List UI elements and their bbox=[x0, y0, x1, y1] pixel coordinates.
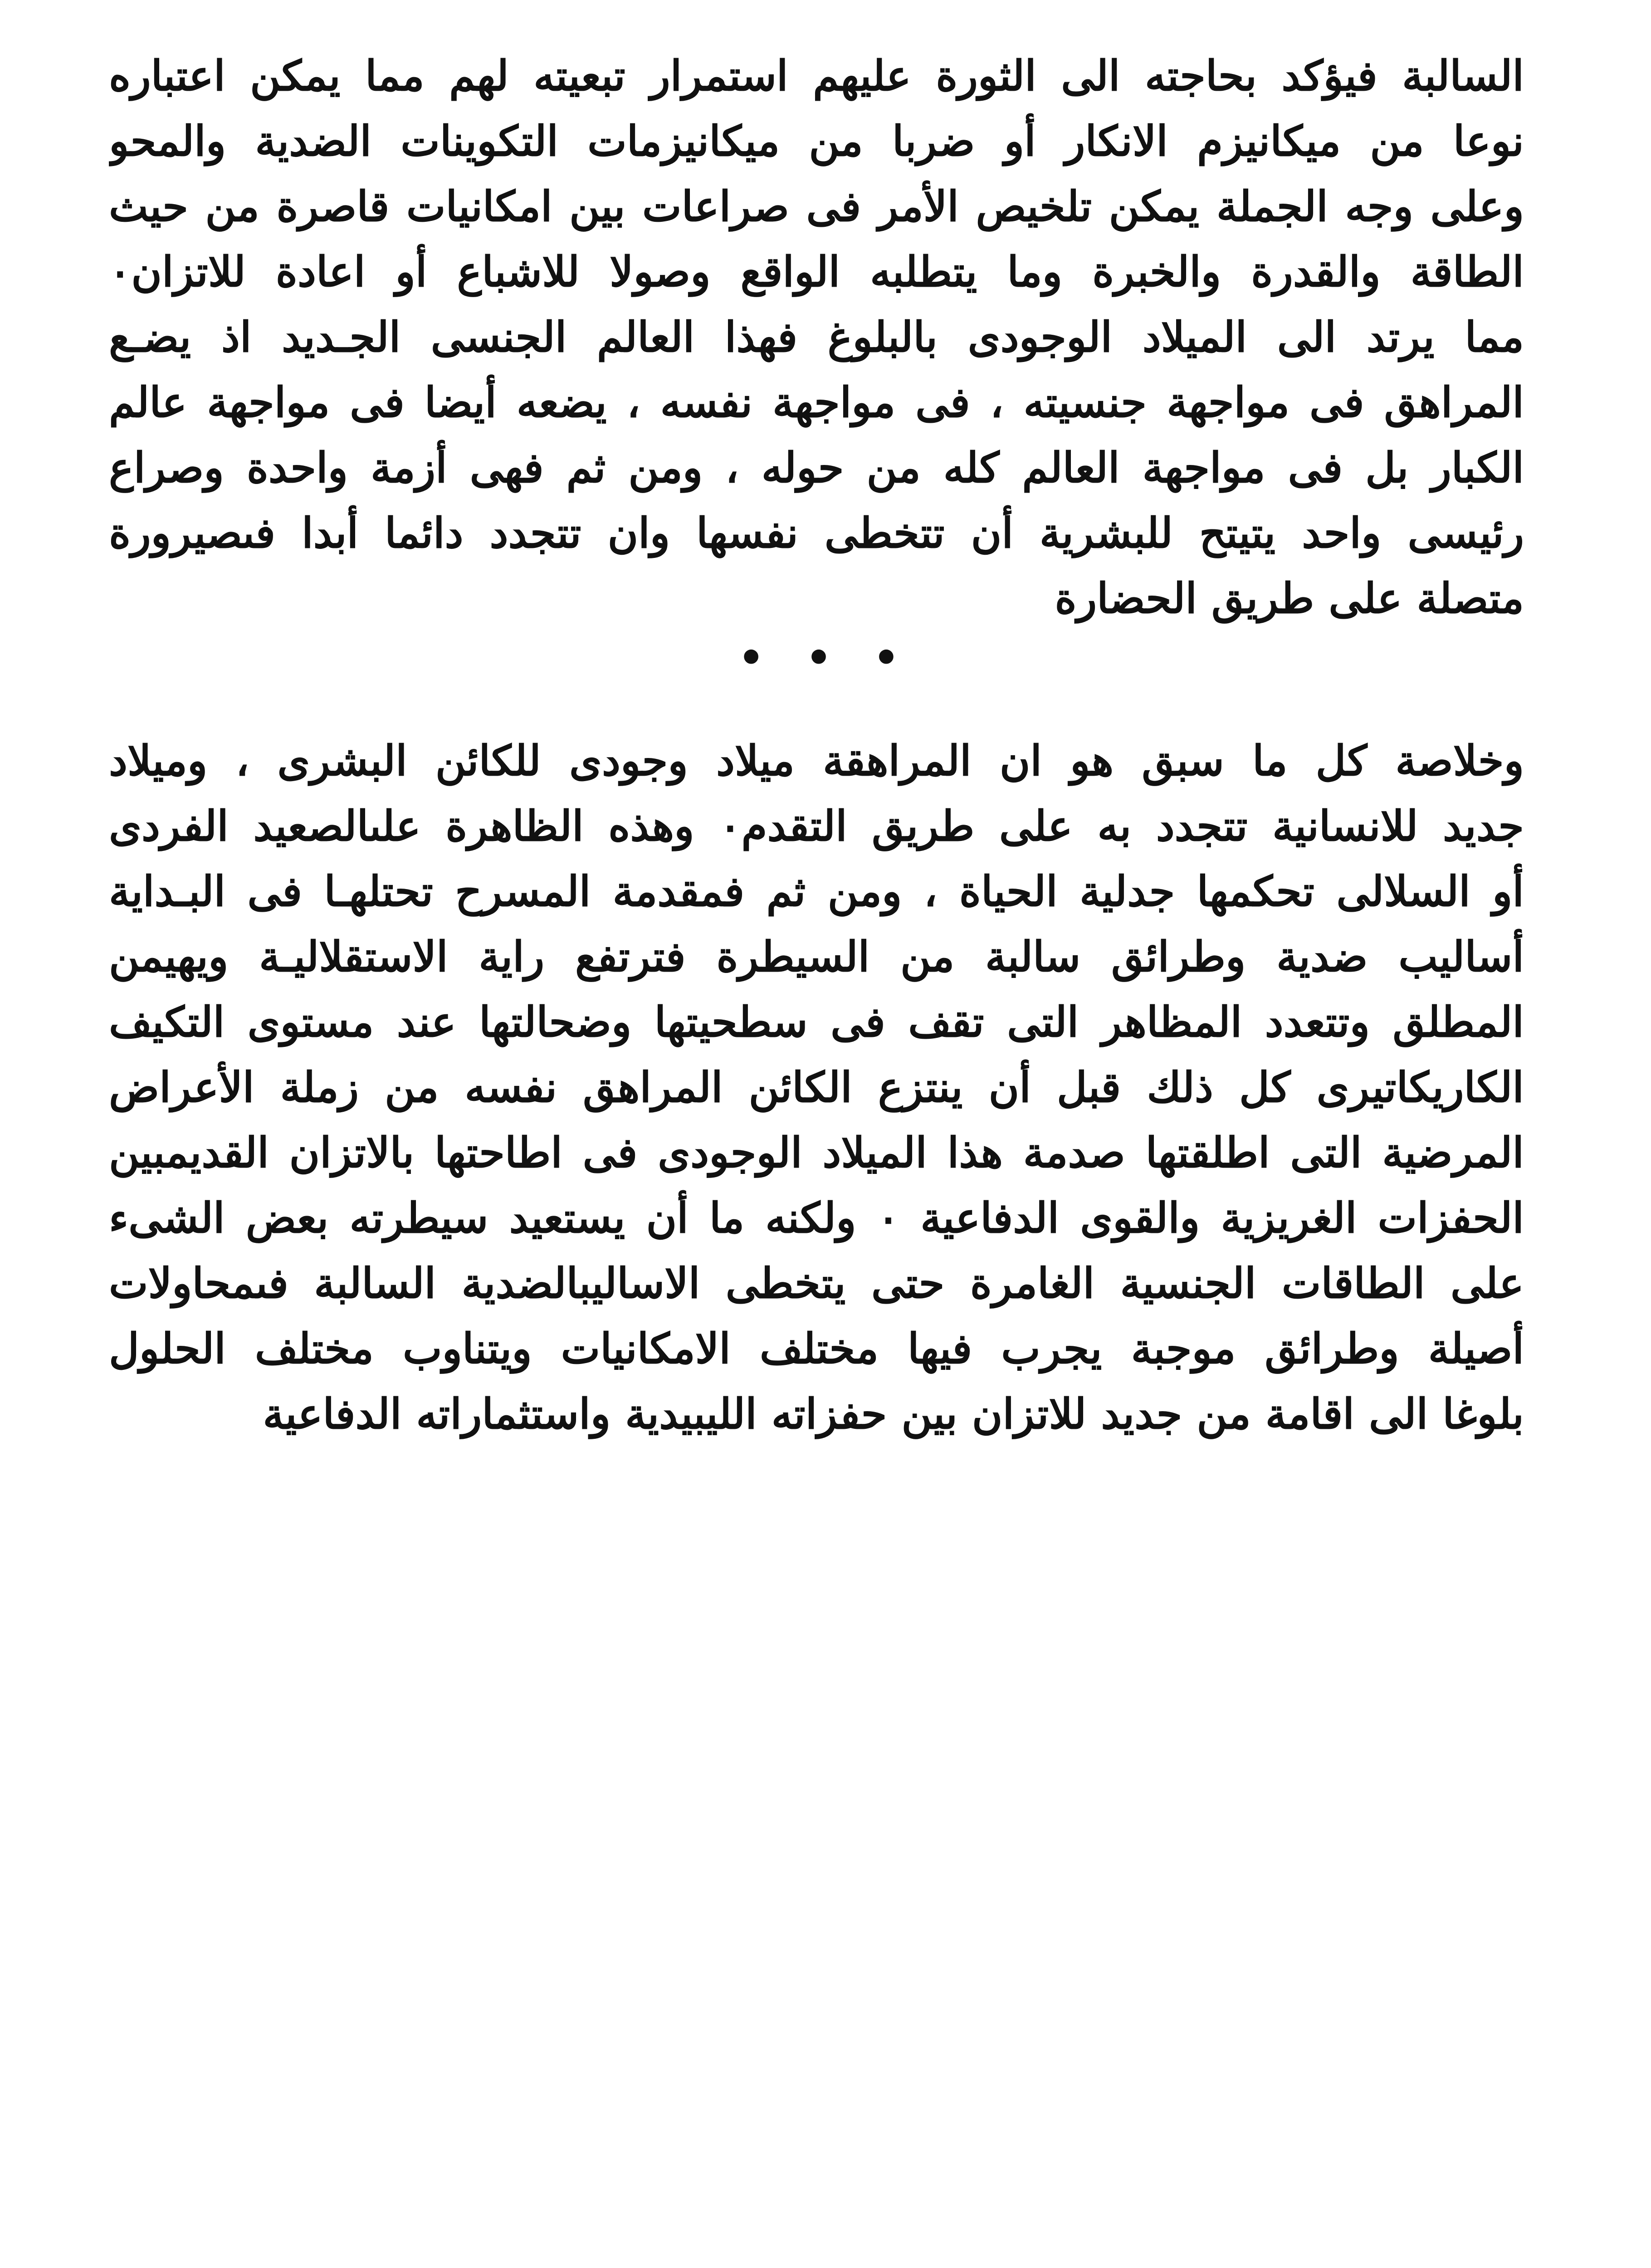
paragraph-1-line: السالبة فيؤكد بحاجته الى الثورة عليهم استمرار تبعيته لهم مما يمكن اعتباره bbox=[109, 51, 1524, 100]
paragraph-2-line: الحفزات الغريزية والقوى الدفاعية ٠ ولكنه ما أن يستعيد سيطرته بعض الشىء bbox=[109, 1193, 1524, 1242]
paragraph-1 bbox=[109, 43, 1524, 631]
paragraph-1-line: متصلة على طريق الحضارة bbox=[1055, 574, 1524, 623]
section-separator: • • • bbox=[738, 634, 913, 682]
paragraph-2-line: أو السلالى تحكمها جدلية الحياة ، ومن ثم فمقدمة المسرح تحتلهـا فى البـداية bbox=[109, 867, 1524, 916]
paragraph-1-line: رئيسى واحد يتيتح للبشرية أن تتخطى نفسها وان تتجدد دائما أبدا فىصيرورة bbox=[109, 508, 1524, 557]
paragraph-2-line: جديد للانسانية تتجدد به على طريق التقدم٠ وهذه الظاهرة علىالصعيد الفردى bbox=[109, 802, 1524, 850]
paragraph-1-line: المراهق فى مواجهة جنسيته ، فى مواجهة نفسه ، يضعه أيضا فى مواجهة عالم bbox=[109, 378, 1524, 427]
paragraph-1-line: الطاقة والقدرة والخبرة وما يتطلبه الواقع وصولا للاشباع أو اعادة للاتزان٠ bbox=[109, 247, 1524, 296]
paragraph-2-line: المطلق وتتعدد المظاهر التى تقف فى سطحيتها وضحالتها عند مستوى التكيف bbox=[109, 997, 1524, 1046]
paragraph-2-line: أصيلة وطرائق موجبة يجرب فيها مختلف الامكانيات ويتناوب مختلف الحلول bbox=[109, 1324, 1524, 1373]
paragraph-1-line: مما يرتد الى الميلاد الوجودى بالبلوغ فهذا العالم الجنسى الجـديد اذ يضـع bbox=[109, 313, 1524, 362]
paragraph-2 bbox=[109, 728, 1524, 1447]
paragraph-2-line: وخلاصة كل ما سبق هو ان المراهقة ميلاد وجودى للكائن البشرى ، وميلاد bbox=[109, 736, 1524, 785]
paragraph-2-line: المرضية التى اطلقتها صدمة هذا الميلاد الوجودى فى اطاحتها بالاتزان القديمبين bbox=[109, 1128, 1524, 1177]
paragraph-1-line: نوعا من ميكانيزم الانكار أو ضربا من ميكانيزمات التكوينات الضدية والمحو bbox=[109, 117, 1524, 166]
paragraph-1-line: وعلى وجه الجملة يمكن تلخيص الأمر فى صراعات بين امكانيات قاصرة من حيث bbox=[109, 182, 1524, 231]
paragraph-2-line: على الطاقات الجنسية الغامرة حتى يتخطى الاساليبالضدية السالبة فىمحاولات bbox=[109, 1259, 1524, 1308]
paragraph-1-line: الكبار بل فى مواجهة العالم كله من حوله ، ومن ثم فهى أزمة واحدة وصراع bbox=[109, 443, 1524, 492]
paragraph-2-line: بلوغا الى اقامة من جديد للاتزان بين حفزاته الليبيدية واستثماراته الدفاعية bbox=[263, 1389, 1524, 1438]
paragraph-2-line: الكاريكاتيرى كل ذلك قبل أن ينتزع الكائن المراهق نفسه من زملة الأعراض bbox=[109, 1063, 1524, 1112]
paragraph-2-line: أساليب ضدية وطرائق سالبة من السيطرة فترتفع راية الاستقلاليـة ويهيمن bbox=[109, 932, 1524, 981]
